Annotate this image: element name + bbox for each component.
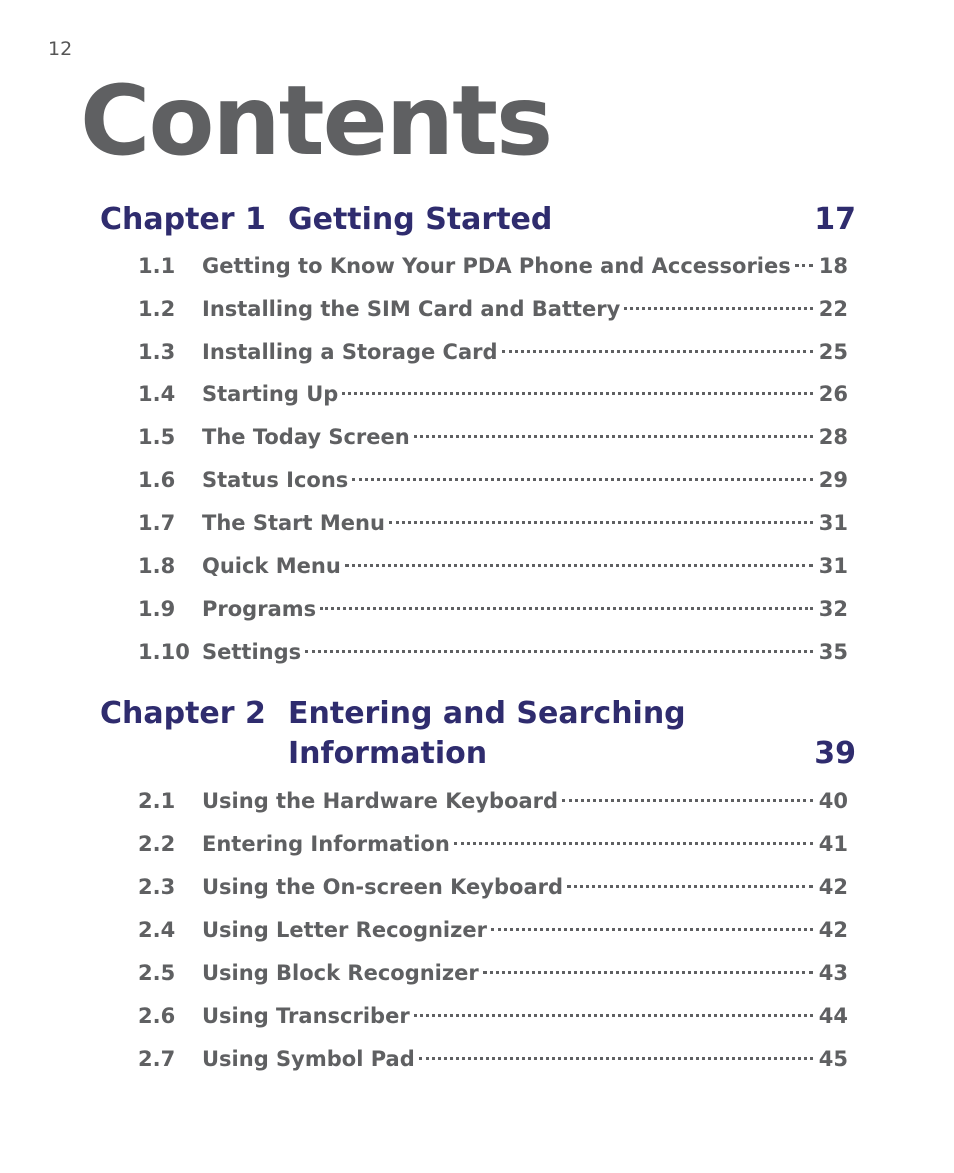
toc-entry[interactable]	[138, 465, 848, 495]
section-page: 28	[818, 425, 848, 449]
toc-entry[interactable]	[138, 379, 848, 409]
section-number: 2.2	[138, 832, 176, 856]
dot-leader	[567, 885, 813, 888]
section-number: 1.4	[138, 382, 176, 406]
dot-leader	[419, 1057, 813, 1060]
section-number: 2.3	[138, 875, 176, 899]
section-title: Installing the SIM Card and Battery	[202, 297, 621, 321]
dot-leader	[414, 435, 813, 438]
dot-leader	[342, 392, 812, 395]
toc-entry[interactable]	[138, 337, 848, 367]
toc-entry[interactable]	[138, 508, 848, 538]
toc-entry[interactable]	[138, 958, 848, 988]
section-page: 31	[818, 554, 848, 578]
toc-entry[interactable]	[138, 915, 848, 945]
dot-leader	[454, 842, 813, 845]
section-title: Starting Up	[202, 382, 339, 406]
section-page: 29	[818, 468, 848, 492]
dot-leader	[389, 521, 813, 524]
section-title: Settings	[202, 640, 302, 664]
section-page: 26	[818, 382, 848, 406]
chapter-title: Entering and Searching	[288, 696, 686, 731]
section-title: The Start Menu	[202, 511, 385, 535]
dot-leader	[624, 307, 812, 310]
dot-leader	[345, 564, 813, 567]
section-title: Programs	[202, 597, 317, 621]
section-title: Using Transcriber	[202, 1004, 410, 1028]
dot-leader	[320, 607, 813, 610]
toc-entry[interactable]	[138, 1044, 848, 1074]
section-page: 35	[818, 640, 848, 664]
chapter-page: 17	[814, 202, 856, 237]
toc-entry[interactable]	[138, 422, 848, 452]
section-page: 44	[818, 1004, 848, 1028]
section-title: The Today Screen	[202, 425, 410, 449]
section-number: 1.10	[138, 640, 190, 664]
section-title: Using the Hardware Keyboard	[202, 789, 559, 813]
section-number: 1.9	[138, 597, 176, 621]
section-page: 22	[818, 297, 848, 321]
section-number: 1.8	[138, 554, 176, 578]
section-number: 2.7	[138, 1047, 176, 1071]
section-page: 18	[818, 254, 848, 278]
section-title: Using Block Recognizer	[202, 961, 479, 985]
section-page: 32	[818, 597, 848, 621]
dot-leader	[414, 1014, 813, 1017]
section-number: 1.1	[138, 254, 176, 278]
section-number: 1.5	[138, 425, 176, 449]
section-page: 25	[818, 340, 848, 364]
toc-entry[interactable]	[138, 551, 848, 581]
toc-entry[interactable]	[138, 251, 848, 281]
section-number: 1.7	[138, 511, 176, 535]
section-page: 42	[818, 918, 848, 942]
section-number: 1.2	[138, 297, 176, 321]
chapter-2-heading[interactable]	[100, 694, 856, 774]
section-title: Using Symbol Pad	[202, 1047, 415, 1071]
toc-entry[interactable]	[138, 872, 848, 902]
chapter-1-heading[interactable]	[100, 200, 856, 240]
section-title: Status Icons	[202, 468, 349, 492]
chapter-label: Chapter 2	[100, 696, 266, 731]
toc-entry[interactable]	[138, 786, 848, 816]
chapter-page: 39	[814, 736, 856, 771]
toc-entry[interactable]	[138, 294, 848, 324]
section-page: 45	[818, 1047, 848, 1071]
section-page: 40	[818, 789, 848, 813]
toc-entry[interactable]	[138, 637, 848, 667]
section-page: 42	[818, 875, 848, 899]
section-number: 1.6	[138, 468, 176, 492]
section-number: 1.3	[138, 340, 176, 364]
section-number: 2.6	[138, 1004, 176, 1028]
section-page: 41	[818, 832, 848, 856]
toc-entry[interactable]	[138, 829, 848, 859]
section-title: Entering Information	[202, 832, 450, 856]
section-title: Quick Menu	[202, 554, 341, 578]
section-title: Using the On-screen Keyboard	[202, 875, 564, 899]
chapter-title: Getting Started	[288, 202, 553, 237]
chapter-title-continued: Information	[288, 736, 488, 771]
toc-entry[interactable]	[138, 594, 848, 624]
chapter-label: Chapter 1	[100, 202, 266, 237]
section-title: Getting to Know Your PDA Phone and Accessories	[202, 254, 791, 278]
dot-leader	[483, 971, 813, 974]
section-page: 31	[818, 511, 848, 535]
dot-leader	[491, 928, 813, 931]
dot-leader	[502, 350, 813, 353]
section-page: 43	[818, 961, 848, 985]
dot-leader	[562, 799, 813, 802]
section-number: 2.4	[138, 918, 176, 942]
page-number: 12	[48, 38, 73, 60]
page-title: Contents	[80, 65, 552, 177]
section-title: Installing a Storage Card	[202, 340, 498, 364]
dot-leader	[795, 264, 813, 267]
section-number: 2.1	[138, 789, 176, 813]
section-title: Using Letter Recognizer	[202, 918, 487, 942]
dot-leader	[352, 478, 812, 481]
toc-entry[interactable]	[138, 1001, 848, 1031]
dot-leader	[305, 650, 813, 653]
section-number: 2.5	[138, 961, 176, 985]
